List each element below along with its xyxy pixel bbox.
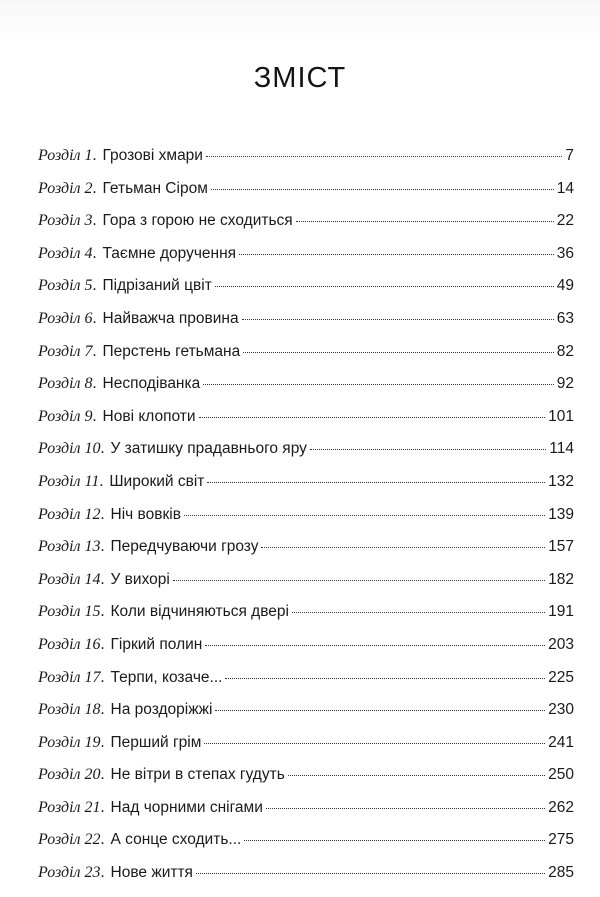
- chapter-title: Коли відчиняються двері: [110, 603, 289, 621]
- chapter-title: Таємне доручення: [102, 244, 237, 262]
- dot-leader: [184, 515, 545, 516]
- chapter-label: Розділ 18: [38, 701, 101, 719]
- chapter-label-period: .: [92, 212, 97, 230]
- page-title: ЗМІСТ: [253, 62, 347, 94]
- chapter-label-period: .: [100, 570, 105, 588]
- toc-entry[interactable]: [38, 669, 574, 702]
- chapter-label: Розділ 9: [38, 407, 93, 425]
- page-number: 22: [556, 212, 574, 230]
- chapter-label: Розділ 10: [38, 440, 101, 458]
- chapter-title: Нові клопоти: [102, 407, 196, 425]
- dot-leader: [292, 612, 545, 613]
- page-number: 36: [556, 244, 574, 262]
- page-number: 262: [548, 798, 574, 816]
- toc-entry[interactable]: [38, 701, 574, 734]
- chapter-label: Розділ 6: [38, 309, 93, 327]
- chapter-label: Розділ 1: [38, 147, 93, 164]
- chapter-label: Розділ 5: [38, 277, 93, 295]
- dot-leader: [239, 254, 554, 255]
- dot-leader: [173, 580, 545, 581]
- page-number: 132: [548, 472, 574, 490]
- chapter-label-period: .: [100, 538, 105, 556]
- toc-entry[interactable]: [38, 375, 574, 408]
- chapter-title: Найважча провина: [102, 309, 239, 327]
- chapter-title: Гетьман Сіром: [102, 179, 208, 197]
- chapter-title: Над чорними снігами: [110, 798, 263, 816]
- chapter-label: Розділ 2: [38, 179, 93, 197]
- chapter-label: Розділ 17: [38, 668, 101, 686]
- dot-leader: [196, 873, 545, 874]
- chapter-label: Розділ 4: [38, 244, 93, 262]
- chapter-title: Широкий світ: [109, 472, 205, 490]
- toc-entry[interactable]: [38, 734, 574, 767]
- chapter-label: Розділ 13: [38, 538, 101, 556]
- dot-leader: [199, 417, 546, 418]
- page-number: 203: [548, 635, 574, 653]
- chapter-title: А сонце сходить...: [110, 831, 242, 849]
- toc-entry[interactable]: [38, 571, 574, 604]
- toc-entry[interactable]: [38, 343, 574, 376]
- dot-leader: [206, 156, 562, 157]
- chapter-label-period: .: [100, 701, 105, 719]
- chapter-label: Розділ 21: [38, 798, 101, 816]
- chapter-label: Розділ 23: [38, 864, 101, 882]
- chapter-title: Ніч вовків: [110, 505, 181, 523]
- toc-entry[interactable]: [38, 636, 574, 669]
- dot-leader: [205, 645, 545, 646]
- chapter-label-period: .: [100, 766, 105, 784]
- chapter-label: Розділ 19: [38, 733, 101, 751]
- chapter-label: Розділ 3: [38, 212, 93, 230]
- toc-entry[interactable]: [38, 799, 574, 832]
- chapter-label: Розділ 8: [38, 375, 93, 393]
- chapter-label: Розділ 14: [38, 570, 101, 588]
- toc-entry[interactable]: [38, 831, 574, 864]
- page-number: 7: [565, 147, 574, 164]
- chapter-label: Розділ 16: [38, 635, 101, 653]
- toc-entry[interactable]: [38, 440, 574, 473]
- chapter-title: Підрізаний цвіт: [102, 277, 212, 295]
- table-of-contents: [38, 147, 574, 897]
- toc-entry[interactable]: [38, 245, 574, 278]
- chapter-label-period: .: [100, 831, 105, 849]
- chapter-label: Розділ 15: [38, 603, 101, 621]
- chapter-title: Грозові хмари: [102, 147, 203, 164]
- page-number: 114: [549, 440, 574, 458]
- page-number: 250: [548, 766, 574, 784]
- chapter-title: Передчуваючи грозу: [110, 538, 259, 556]
- chapter-label: Розділ 11: [38, 472, 100, 490]
- dot-leader: [215, 286, 554, 287]
- page-number: 241: [548, 733, 574, 751]
- page-number: 101: [548, 407, 574, 425]
- dot-leader: [207, 482, 545, 483]
- chapter-label-period: .: [92, 375, 97, 393]
- chapter-label-period: .: [99, 472, 104, 490]
- toc-entry[interactable]: [38, 538, 574, 571]
- chapter-label-period: .: [92, 179, 97, 197]
- dot-leader: [310, 449, 546, 450]
- chapter-title: У затишку прадавнього яру: [110, 440, 307, 458]
- chapter-title: Нове життя: [110, 864, 193, 882]
- toc-entry[interactable]: [38, 864, 574, 897]
- toc-entry[interactable]: [38, 603, 574, 636]
- page-number: 139: [548, 505, 574, 523]
- chapter-label-period: .: [92, 309, 97, 327]
- toc-entry[interactable]: [38, 147, 574, 180]
- chapter-label: Розділ 7: [38, 342, 93, 360]
- chapter-label-period: .: [100, 798, 105, 816]
- chapter-label-period: .: [100, 440, 105, 458]
- dot-leader: [215, 710, 545, 711]
- toc-entry[interactable]: [38, 310, 574, 343]
- chapter-title: Несподіванка: [102, 375, 201, 393]
- chapter-title: Перший грім: [110, 733, 202, 751]
- page-number: 49: [556, 277, 574, 295]
- page-number: 230: [548, 701, 574, 719]
- dot-leader: [243, 352, 554, 353]
- chapter-label: Розділ 20: [38, 766, 101, 784]
- page-number: 92: [556, 375, 574, 393]
- chapter-title: Гіркий полин: [110, 635, 203, 653]
- page-number: 182: [548, 570, 574, 588]
- chapter-title: Не вітри в степах гудуть: [110, 766, 285, 784]
- chapter-title: На роздоріжжі: [110, 701, 213, 719]
- chapter-title: Перстень гетьмана: [102, 342, 241, 360]
- dot-leader: [242, 319, 554, 320]
- page-number: 285: [548, 864, 574, 882]
- dot-leader: [266, 808, 545, 809]
- chapter-label-period: .: [100, 603, 105, 621]
- chapter-label-period: .: [100, 635, 105, 653]
- page-number: 191: [548, 603, 574, 621]
- dot-leader: [261, 547, 545, 548]
- chapter-label-period: .: [92, 277, 97, 295]
- page-number: 225: [548, 668, 574, 686]
- toc-entry[interactable]: [38, 473, 574, 506]
- page-number: 63: [556, 309, 574, 327]
- page-number: 14: [556, 179, 574, 197]
- dot-leader: [244, 840, 545, 841]
- toc-entry[interactable]: [38, 277, 574, 310]
- chapter-title: Терпи, козаче...: [110, 668, 223, 686]
- dot-leader: [296, 221, 554, 222]
- page-number: 157: [548, 538, 574, 556]
- dot-leader: [225, 678, 545, 679]
- chapter-label-period: .: [100, 505, 105, 523]
- toc-entry[interactable]: [38, 212, 574, 245]
- chapter-label-period: .: [92, 244, 97, 262]
- toc-entry[interactable]: [38, 766, 574, 799]
- chapter-label: Розділ 12: [38, 505, 101, 523]
- chapter-label-period: .: [100, 668, 105, 686]
- toc-entry[interactable]: [38, 180, 574, 213]
- chapter-label-period: .: [92, 407, 97, 425]
- dot-leader: [204, 743, 545, 744]
- dot-leader: [211, 189, 554, 190]
- chapter-label: Розділ 22: [38, 831, 101, 849]
- chapter-title: Гора з горою не сходиться: [102, 212, 293, 230]
- page-number: 82: [556, 342, 574, 360]
- chapter-label-period: .: [100, 733, 105, 751]
- toc-entry[interactable]: [38, 408, 574, 441]
- chapter-label-period: .: [92, 342, 97, 360]
- chapter-title: У вихорі: [110, 570, 170, 588]
- toc-entry[interactable]: [38, 506, 574, 539]
- chapter-label-period: .: [92, 147, 97, 164]
- chapter-label-period: .: [100, 864, 105, 882]
- page-number: 275: [548, 831, 574, 849]
- dot-leader: [288, 775, 545, 776]
- dot-leader: [203, 384, 554, 385]
